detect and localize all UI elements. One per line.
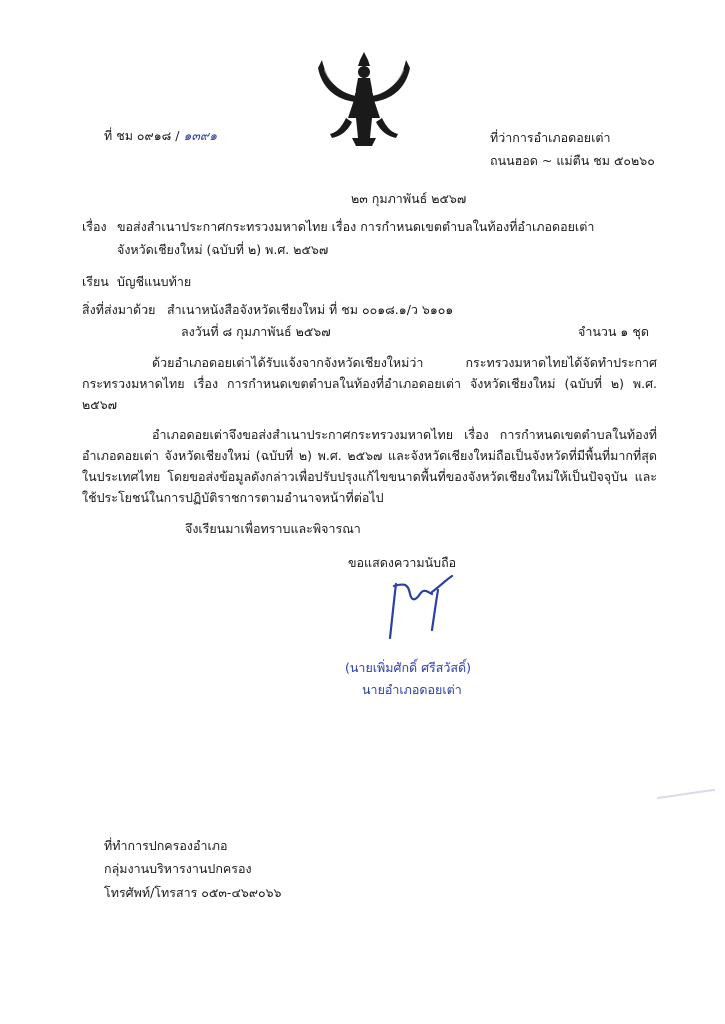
footer-unit: ที่ทำการปกครองอำเภอ — [104, 838, 228, 853]
reference-handwritten-number: ๑๓๙๑ — [183, 128, 218, 143]
salutation: ขอแสดงความนับถือ — [348, 555, 457, 570]
subject-line-2: จังหวัดเชียงใหม่ (ฉบับที่ ๒) พ.ศ. ๒๕๖๗ — [117, 242, 329, 257]
body-paragraph-2: อำเภอดอยเต่าจึงขอส่งสำเนาประกาศกระทรวงมหาดไทย เรื่อง การกำหนดเขตตำบลในท้องที่อำเภอดอยเต่า จังหวัดเชียงใหม่ (ฉบับที่ ๒) พ.ศ. ๒๕๖๗ และจังหวัดเชียงใหม่ถือเป็นจังหวัดที่มีพื้นที่มากที่สุดในประเทศไทย โดยขอส่งข้อมูลดังกล่าวเพื่อปรับปรุงแก้ไขขนาดพื้นที่ของจังหวัดเชียงใหม่ให้เป็นปัจจุบัน และใช้ประโยชน์ในการปฏิบัติราชการตามอำนาจหน้าที่ต่อไป — [82, 427, 657, 505]
footer-group: กลุ่มงานบริหารงานปกครอง — [104, 861, 252, 876]
office-name: ที่ว่าการอำเภอดอยเต่า — [490, 130, 611, 145]
enclosure-line-2: ลงวันที่ ๘ กุมภาพันธ์ ๒๕๖๗ — [181, 324, 331, 339]
enclosure-label: สิ่งที่ส่งมาด้วย — [82, 302, 156, 317]
enclosure-quantity: จำนวน ๑ ชุด — [578, 324, 649, 339]
body-paragraph-1: ด้วยอำเภอดอยเต่าได้รับแจ้งจากจังหวัดเชียงใหม่ว่า กระทรวงมหาดไทยได้จัดทำประกาศกระทรวงมหาดไทย เรื่อง การกำหนดเขตตำบลในท้องที่อำเภอดอยเต่า จังหวัดเชียงใหม่ (ฉบับที่ ๒) พ.ศ. ๒๕๖๗ — [82, 355, 657, 412]
signatory-name: (นายเพิ่มศักดิ์ ศรีสวัสดิ์) — [345, 660, 472, 675]
reference-prefix: ที่ ชม ๐๙๑๘ / — [104, 128, 180, 143]
enclosure-line-1: สำเนาหนังสือจังหวัดเชียงใหม่ ที่ ชม ๐๐๑๘.๑/ว ๖๑๐๑ — [167, 302, 454, 317]
subject-label: เรื่อง — [82, 219, 107, 234]
footer-contact: โทรศัพท์/โทรสาร ๐๕๓-๔๖๙๐๖๖ — [104, 885, 282, 900]
recipient-text: บัญชีแนบท้าย — [117, 274, 192, 289]
recipient-label: เรียน — [82, 274, 109, 289]
office-address: ถนนฮอด ~ แม่ตืน ชม ๕๐๒๖๐ — [490, 153, 655, 168]
closing-request: จึงเรียนมาเพื่อทราบและพิจารณา — [185, 521, 361, 536]
signatory-position: นายอำเภอดอยเต่า — [362, 682, 462, 697]
garuda-emblem — [316, 48, 412, 148]
document-date: ๒๓ กุมภาพันธ์ ๒๕๖๗ — [351, 191, 467, 206]
signature-image — [388, 572, 458, 644]
subject-line-1: ขอส่งสำเนาประกาศกระทรวงมหาดไทย เรื่อง การกำหนดเขตตำบลในท้องที่อำเภอดอยเต่า — [117, 219, 595, 234]
scan-artifact-mark — [655, 788, 717, 800]
reference-number — [104, 126, 217, 146]
